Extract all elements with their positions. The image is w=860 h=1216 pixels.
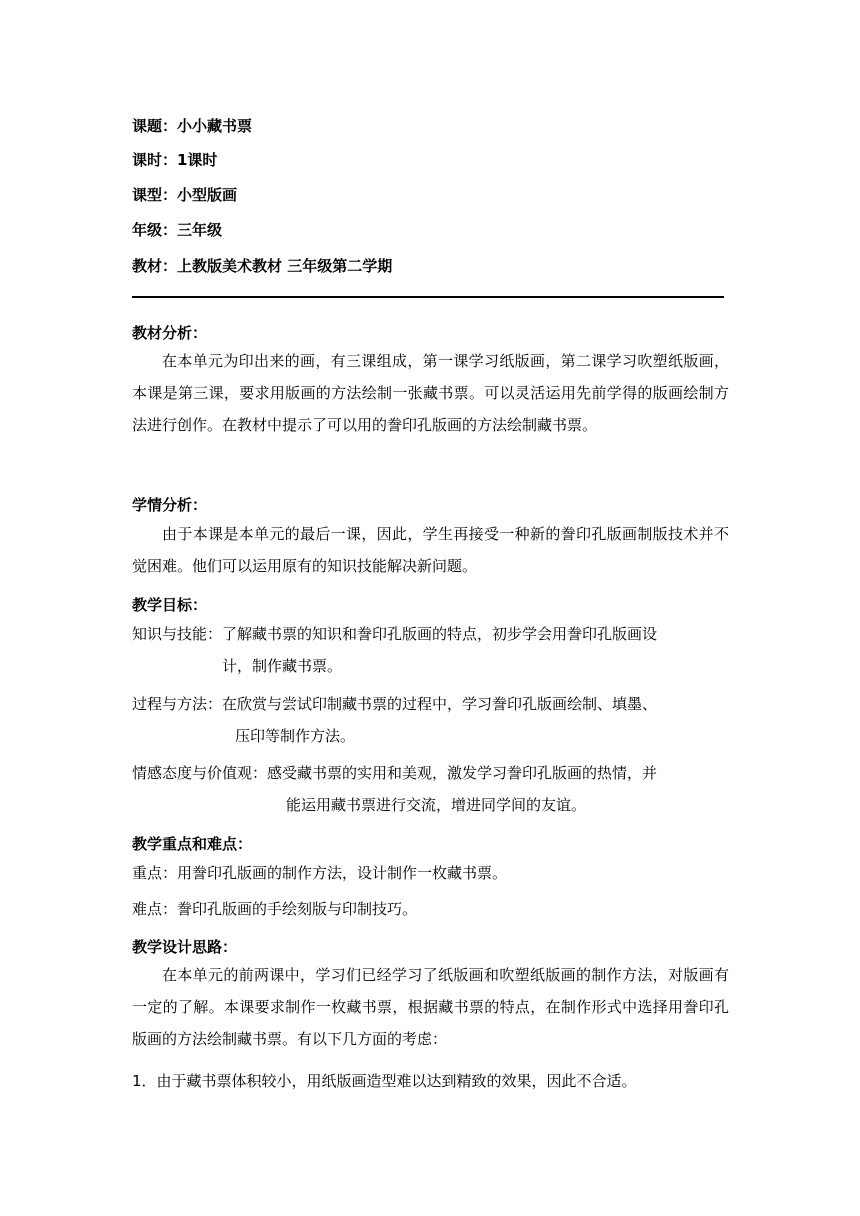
goal-emotion-line2: 能运用藏书票进行交流，增进同学间的友谊。 bbox=[286, 796, 587, 814]
goal-emotion-label: 情感态度与价值观： bbox=[132, 764, 268, 782]
goal-emotion bbox=[132, 757, 658, 814]
goal-emotion-line1: 感受藏书票的实用和美观，激发学习誊印孔版画的热情，并 bbox=[267, 764, 658, 782]
goal-knowledge-label: 知识与技能： bbox=[132, 625, 223, 643]
material-analysis-heading: 教材分析： bbox=[132, 324, 208, 342]
goal-process bbox=[132, 688, 658, 745]
goal-process-line2: 压印等制作方法。 bbox=[235, 727, 356, 745]
design-item-1: 1．由于藏书票体积较小，用纸版画造型难以达到精致的效果，因此不合适。 bbox=[132, 1072, 637, 1090]
lesson-topic: 课题：小小藏书票 bbox=[132, 117, 253, 135]
key-point-focus: 重点：用誊印孔版画的制作方法，设计制作一枚藏书票。 bbox=[132, 864, 508, 882]
header-divider bbox=[132, 296, 724, 298]
design-heading: 教学设计思路： bbox=[132, 938, 238, 956]
goal-knowledge bbox=[132, 618, 658, 675]
goal-knowledge-line1: 了解藏书票的知识和誊印孔版画的特点，初步学会用誊印孔版画设 bbox=[222, 625, 658, 643]
lesson-type: 课型：小型版画 bbox=[132, 186, 238, 204]
goal-knowledge-line2: 计，制作藏书票。 bbox=[222, 657, 343, 675]
lesson-hours: 课时：1课时 bbox=[132, 151, 218, 169]
learner-analysis-body: 由于本课是本单元的最后一课，因此，学生再接受一种新的誊印孔版画制版技术并不觉困难。他们可以运用原有的知识技能解决新问题。 bbox=[132, 525, 729, 575]
key-points-heading: 教学重点和难点： bbox=[132, 835, 253, 853]
learner-analysis-heading: 学情分析： bbox=[132, 496, 208, 514]
material-analysis-body: 在本单元为印出来的画，有三课组成，第一课学习纸版画，第二课学习吹塑纸版画，本课是第三课，要求用版画的方法绘制一张藏书票。可以灵活运用先前学得的版画绘制方法进行创作。在教材中提示了可以用的誊印孔版画的方法绘制藏书票。 bbox=[132, 352, 729, 434]
design-body: 在本单元的前两课中，学习们已经学习了纸版画和吹塑纸版画的制作方法，对版画有一定的了解。本课要求制作一枚藏书票，根据藏书票的特点，在制作形式中选择用誊印孔版画的方法绘制藏书票。有以下几方面的考虑： bbox=[132, 966, 729, 1048]
lesson-textbook: 教材：上教版美术教材 三年级第二学期 bbox=[132, 257, 393, 275]
teaching-goals-heading: 教学目标： bbox=[132, 596, 208, 614]
goal-process-line1: 在欣赏与尝试印制藏书票的过程中，学习誊印孔版画绘制、填墨、 bbox=[222, 695, 658, 713]
lesson-grade: 年级：三年级 bbox=[132, 221, 223, 239]
document-page bbox=[132, 0, 732, 1216]
key-point-difficulty: 难点：誊印孔版画的手绘刻版与印制技巧。 bbox=[132, 900, 418, 918]
goal-process-label: 过程与方法： bbox=[132, 695, 223, 713]
